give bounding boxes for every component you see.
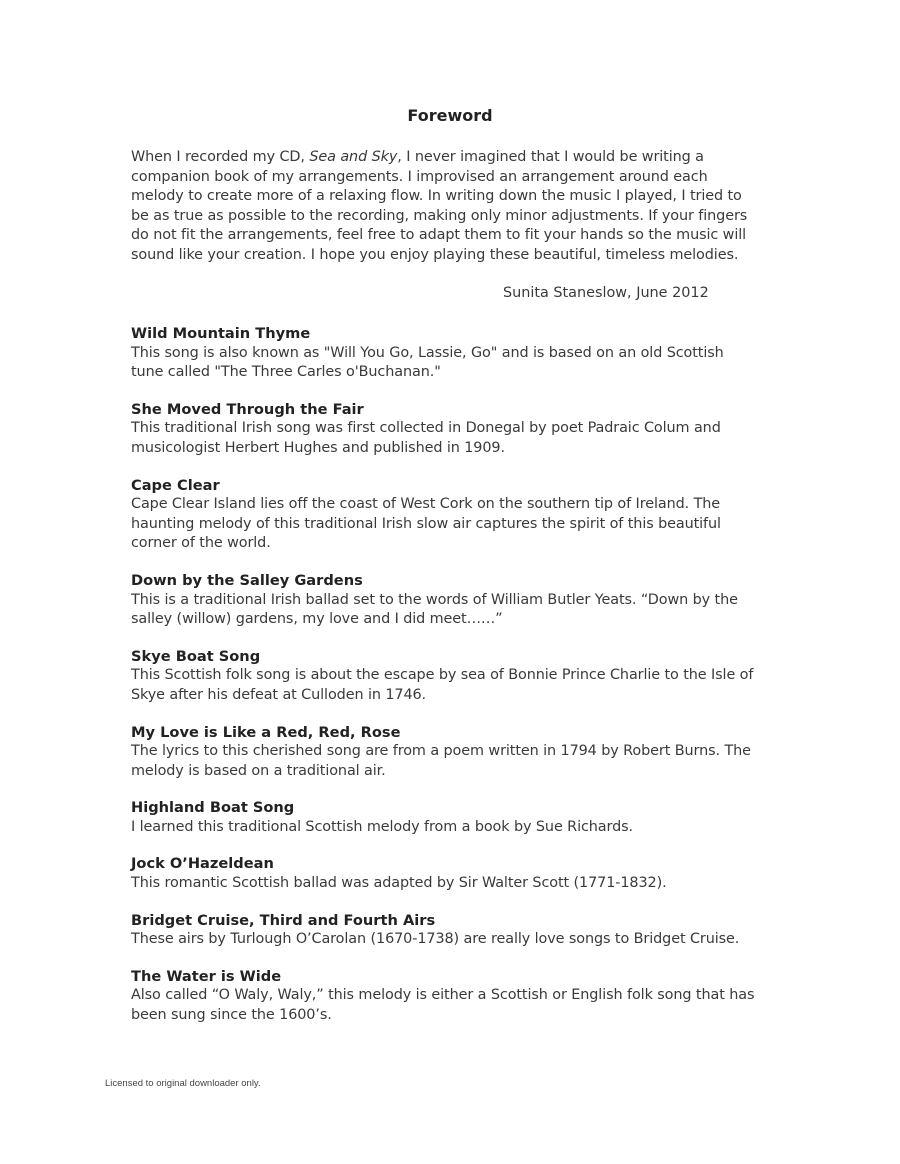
song-title: Jock O’Hazeldean: [131, 855, 274, 873]
song-description: [131, 818, 781, 838]
song-entry: [131, 911, 781, 950]
song-description-line: The lyrics to this cherished song are from a poem written in 1794 by Robert Burns. The: [131, 743, 751, 760]
song-description-line: tune called "The Three Carles o'Buchanan.": [131, 364, 441, 381]
song-description-line: melody is based on a traditional air.: [131, 762, 386, 779]
song-entry: [131, 476, 781, 554]
song-description: [131, 591, 781, 630]
song-title: Skye Boat Song: [131, 647, 261, 665]
cd-title: Sea and Sky: [309, 149, 398, 165]
song-title: Down by the Salley Gardens: [131, 571, 363, 589]
song-entry: [131, 967, 781, 1026]
song-description-line: haunting melody of this traditional Irish slow air captures the spirit of this beautiful: [131, 515, 721, 532]
foreword-paragraph: [131, 148, 766, 266]
song-description-line: This traditional Irish song was first collected in Donegal by poet Padraic Colum and: [131, 420, 721, 437]
song-description: [131, 344, 781, 383]
song-description-line: Also called “O Waly, Waly,” this melody is either a Scottish or English folk song that has: [131, 987, 755, 1004]
song-description: [131, 930, 781, 950]
song-entry: [131, 400, 781, 459]
song-description-line: This romantic Scottish ballad was adapted by Sir Walter Scott (1771-1832).: [131, 875, 667, 892]
song-description-line: been sung since the 1600’s.: [131, 1007, 332, 1024]
foreword-line: sound like your creation. I hope you enjoy playing these beautiful, timeless melodies.: [131, 246, 739, 263]
song-title: Wild Mountain Thyme: [131, 325, 311, 342]
song-notes-list: [131, 324, 781, 1043]
song-entry: [131, 647, 781, 706]
song-title: Bridget Cruise, Third and Fourth Airs: [131, 911, 436, 929]
song-title: Cape Clear: [131, 476, 220, 494]
song-description-line: Skye after his defeat at Culloden in 1746.: [131, 686, 427, 703]
foreword-line: When I recorded my CD, Sea and Sky, I never imagined that I would be writing a: [131, 149, 704, 165]
song-description: [131, 986, 781, 1025]
song-description: [131, 874, 781, 894]
song-description: [131, 742, 781, 781]
song-description-line: This is a traditional Irish ballad set to the words of William Butler Yeats. “Down by the: [131, 591, 738, 608]
song-entry: [131, 723, 781, 782]
signature: Sunita Staneslow, June 2012: [503, 285, 709, 301]
song-description-line: I learned this traditional Scottish melody from a book by Sue Richards.: [131, 818, 633, 835]
song-entry: [131, 324, 781, 383]
song-title: My Love is Like a Red, Red, Rose: [131, 723, 401, 741]
song-title: She Moved Through the Fair: [131, 400, 364, 418]
song-title: Highland Boat Song: [131, 799, 295, 817]
song-description-line: Cape Clear Island lies off the coast of West Cork on the southern tip of Ireland. The: [131, 496, 721, 513]
foreword-line: companion book of my arrangements. I improvised an arrangement around each: [131, 168, 708, 185]
foreword-line: be as true as possible to the recording, making only minor adjustments. If your fingers: [131, 207, 748, 224]
song-description-line: This Scottish folk song is about the escape by sea of Bonnie Prince Charlie to the Isle of: [131, 667, 754, 684]
song-description: [131, 666, 781, 705]
song-description-line: salley (willow) gardens, my love and I did meet……”: [131, 611, 503, 628]
song-description: [131, 419, 781, 458]
song-description-line: corner of the world.: [131, 535, 271, 552]
page-title: Foreword: [407, 106, 493, 125]
song-description-line: musicologist Herbert Hughes and published in 1909.: [131, 439, 505, 456]
song-entry: [131, 571, 781, 630]
license-notice: Licensed to original downloader only.: [105, 1078, 261, 1089]
song-entry: [131, 798, 781, 837]
foreword-line: melody to create more of a relaxing flow. In writing down the music I played, I tried to: [131, 188, 742, 205]
song-description: [131, 495, 781, 554]
song-entry: [131, 854, 781, 893]
song-description-line: These airs by Turlough O’Carolan (1670-1738) are really love songs to Bridget Cruise.: [131, 931, 740, 948]
song-title: The Water is Wide: [131, 967, 282, 985]
song-description-line: This song is also known as "Will You Go, Lassie, Go" and is based on an old Scottish: [131, 344, 724, 361]
foreword-line: do not fit the arrangements, feel free to adapt them to fit your hands so the music will: [131, 227, 747, 244]
